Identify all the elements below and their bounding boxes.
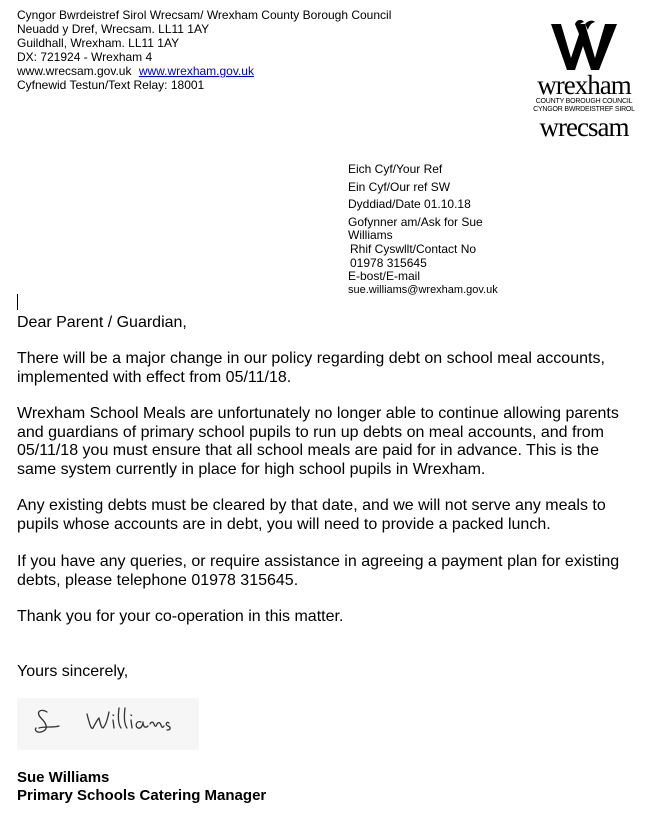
sender-web-welsh: www.wrecsam.gov.uk: [17, 64, 132, 78]
sender-web-line: [17, 64, 391, 78]
sender-line-guildhall: Guildhall, Wrexham. LL11 1AY: [17, 36, 180, 50]
text-cursor: [17, 294, 18, 310]
wrexham-council-logo: [528, 20, 640, 144]
logo-name-welsh: wrecsam: [539, 112, 629, 142]
logo-name-english: wrexham: [537, 70, 631, 100]
sender-web-link[interactable]: www.wrexham.gov.uk: [138, 64, 254, 78]
salutation: Dear Parent / Guardian,: [17, 314, 187, 331]
contact-label: Rhif Cyswllt/Contact No: [350, 241, 477, 256]
your-ref: Eich Cyf/Your Ref: [348, 162, 443, 176]
ask-for-line-2: Williams: [348, 228, 393, 243]
paragraph-policy-change: There will be a major change in our policy regarding debt on school meal accounts, implemented with effect from 05/11/18.: [17, 350, 605, 386]
paragraph-queries: If you have any queries, or require assistance in agreeing a payment plan for existing debts, please telephone 01978 315645.: [17, 553, 620, 589]
letter-date: Dyddiad/Date 01.10.18: [348, 197, 471, 212]
signature-image: [17, 698, 199, 750]
our-ref: Ein Cyf/Our ref SW: [348, 179, 451, 194]
paragraph-advance-payment: Wrexham School Meals are unfortunately no longer able to continue allowing parents and guardians of primary school pupils to run up debts on meal accounts, and from 05/11/18 you must ensure that all school meals are paid for in advance. This is the same system currently in place for high school pupils in Wrexham.: [17, 405, 619, 478]
sender-line-town-hall: Neuadd y Dref, Wrecsam. LL11 1AY: [17, 22, 210, 36]
signatory-block: [17, 769, 266, 805]
sender-line-council: Cyngor Bwrdeistref Sirol Wrecsam/ Wrexham County Borough Council: [17, 8, 392, 22]
sender-line-dx: DX: 721924 - Wrexham 4: [17, 50, 153, 64]
closing: Yours sincerely,: [17, 663, 129, 680]
paragraph-existing-debts: Any existing debts must be cleared by that date, and we will not serve any meals to pupils whose accounts are in debt, you will need to provide a packed lunch.: [17, 497, 606, 533]
ask-for-line-1: Gofynner am/Ask for Sue: [348, 214, 483, 229]
handwritten-signature: [17, 698, 199, 750]
signatory-name: Sue Williams: [17, 769, 110, 786]
logo-subtitle-welsh: CYNGOR BWRDEISTREF SIROL: [533, 106, 635, 113]
wrexham-w-emblem-icon: [549, 20, 619, 72]
reference-block: [348, 163, 498, 297]
email-address: sue.williams@wrexham.gov.uk: [348, 283, 498, 296]
logo-subtitle-english: COUNTY BOROUGH COUNCIL: [535, 98, 633, 105]
sender-text-relay: Cyfnewid Testun/Text Relay: 18001: [17, 78, 205, 92]
contact-number: 01978 315645: [350, 255, 427, 270]
email-label: E-bost/E-mail: [348, 269, 421, 284]
paragraph-thanks: Thank you for your co-operation in this matter.: [17, 608, 344, 625]
signatory-title: Primary Schools Catering Manager: [17, 787, 267, 804]
sender-address-block: [17, 8, 391, 92]
